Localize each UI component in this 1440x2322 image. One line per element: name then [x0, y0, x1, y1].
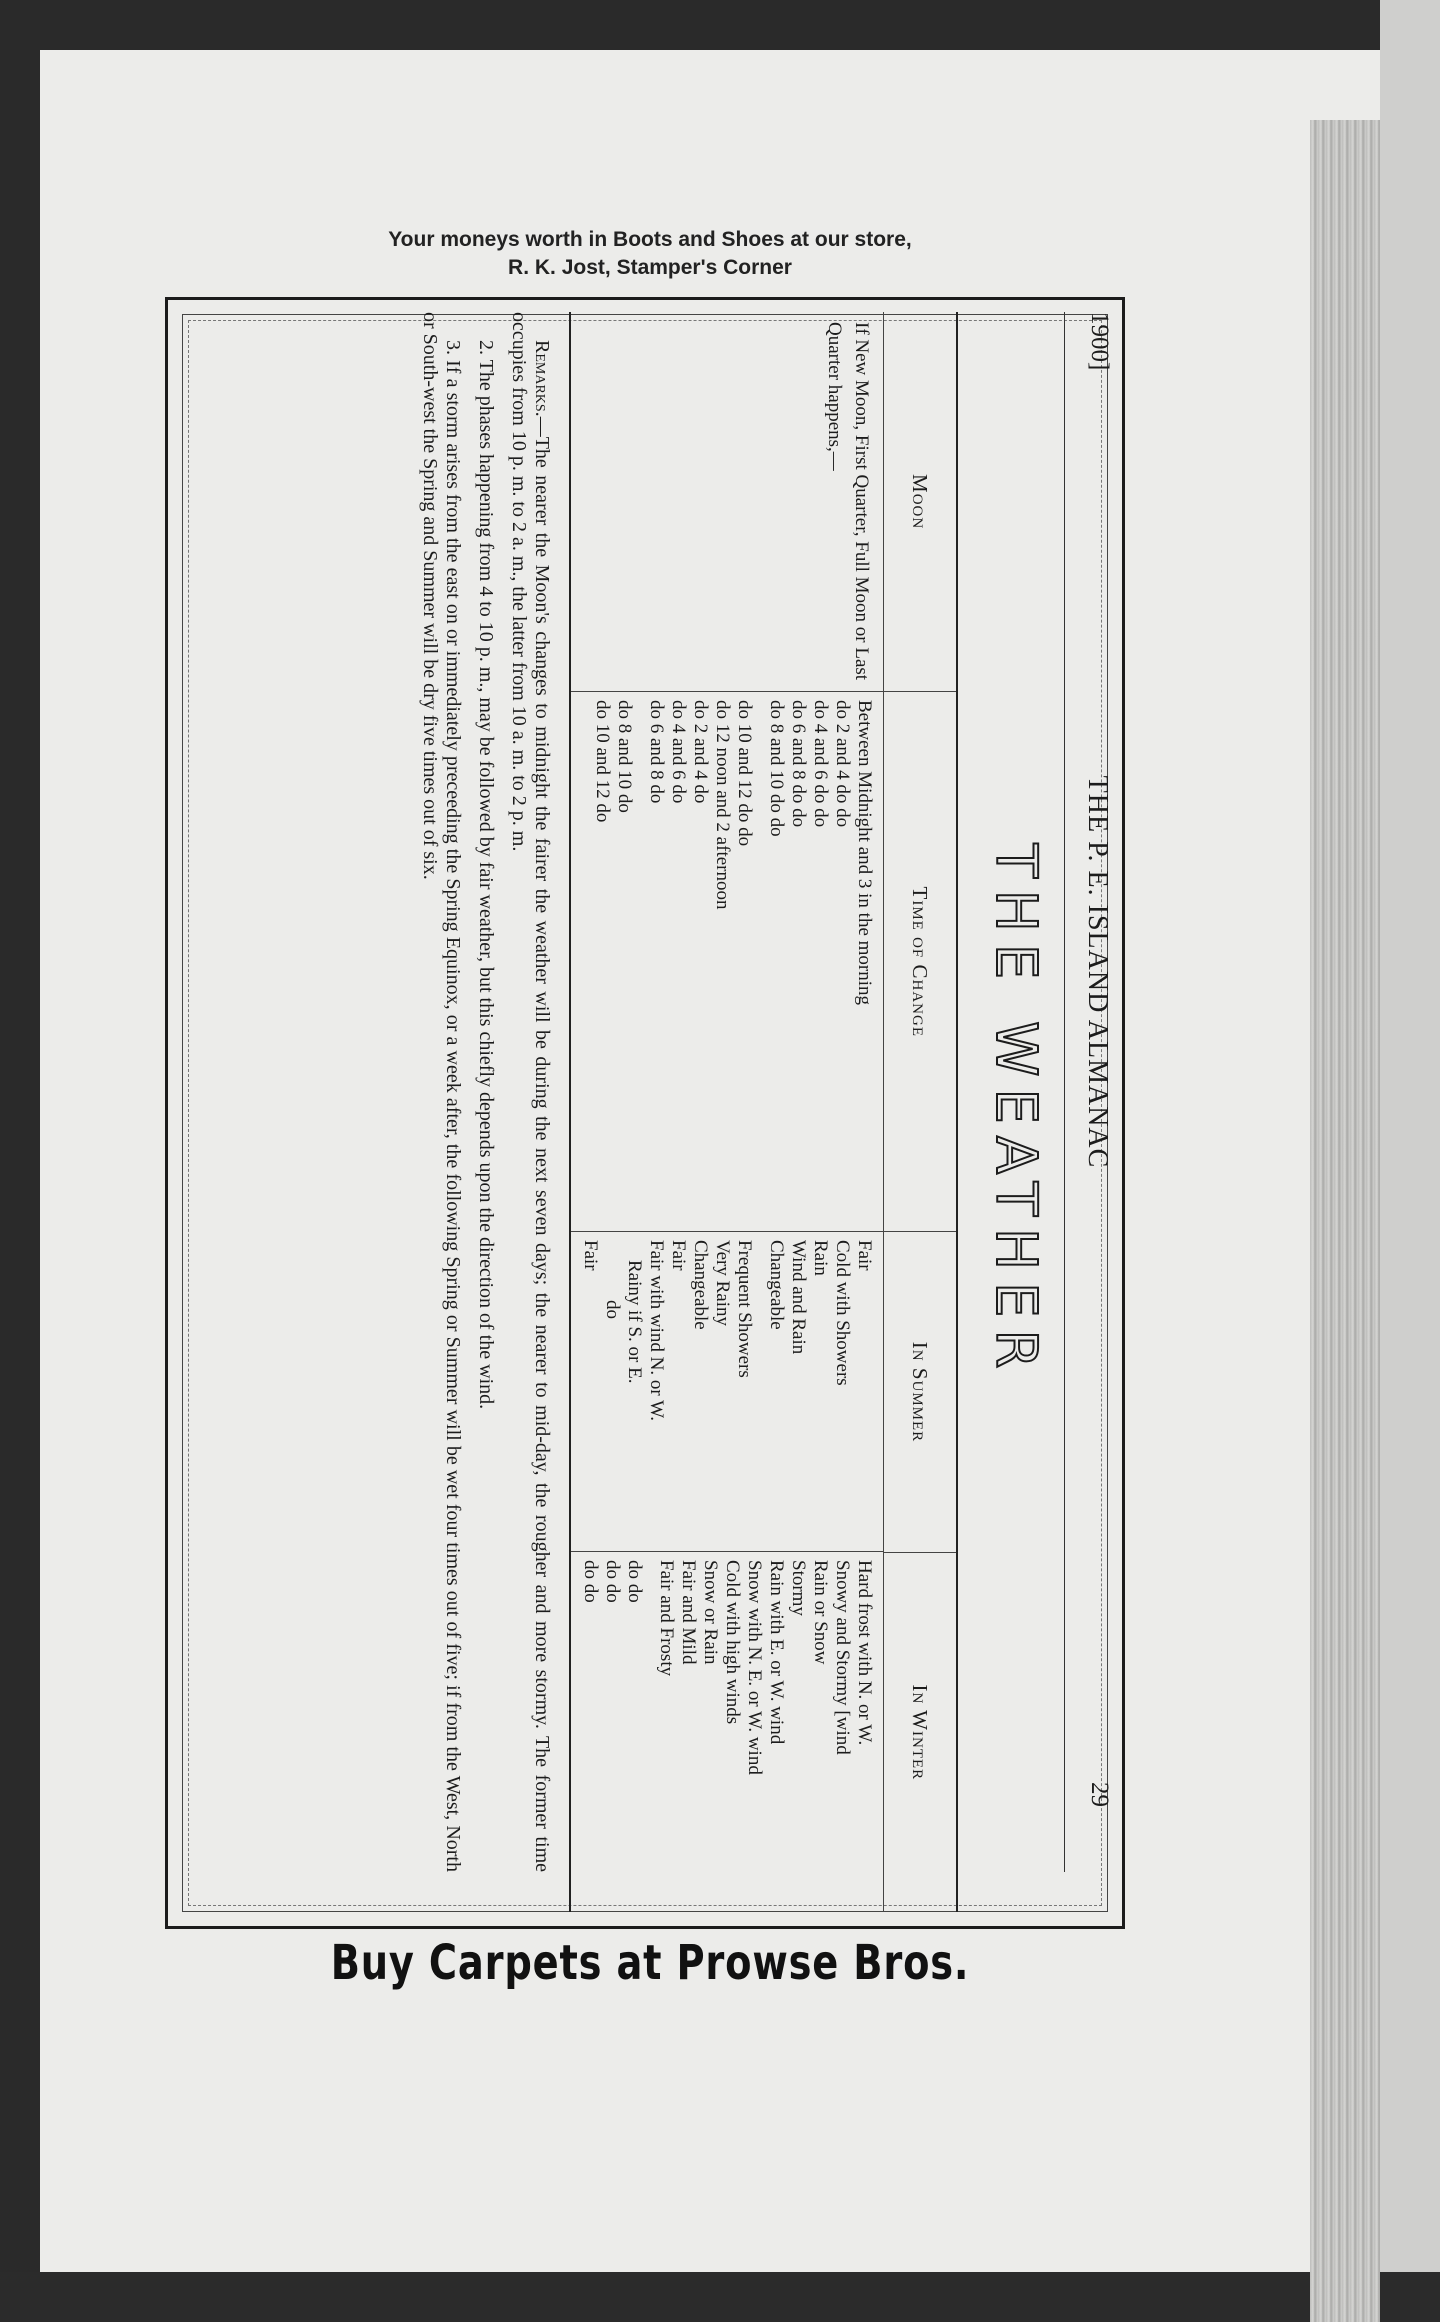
header-in-winter: In Winter	[883, 1553, 956, 1912]
time-row: do 12 noon and 2 afternoon	[712, 700, 733, 910]
weather-table	[569, 312, 958, 1912]
header-title: THE P. E. ISLAND ALMANAC	[1082, 775, 1113, 1169]
summer-row: Frequent Showers	[734, 1240, 755, 1378]
remarks-paragraph-2: 2. The phases happening from 4 to 10 p. m., may be followed by fair weather, but this chiefly depends upon the direction of the wind.	[475, 340, 497, 1410]
header-page-number: 29	[1086, 1782, 1113, 1807]
winter-row: Snow or Rain	[700, 1560, 721, 1665]
header-moon: Moon	[883, 312, 956, 692]
row-gap	[645, 1560, 655, 1904]
scan-border-left	[0, 0, 40, 2272]
winter-row: Fair and Mild	[678, 1560, 699, 1665]
time-row: do 8 and 10 do do	[766, 700, 787, 837]
row-gap	[755, 1240, 765, 1543]
remarks-paragraph-3: 3. If a storm arises from the east on or immediately preceeding the Spring Equinox, or a week after, the following Spring or Summer will be wet four times out of five; if from the West, North or South-west the Spring and Summer will be dry five times out of six.	[419, 312, 464, 1872]
time-row: do 6 and 8 do	[646, 700, 667, 804]
table-body	[571, 312, 883, 1912]
summer-row: Changeable	[690, 1240, 711, 1330]
winter-row: Stormy	[788, 1560, 809, 1616]
summer-row: Rainy if S. or E.	[624, 1260, 645, 1384]
winter-row: do do	[624, 1560, 645, 1603]
winter-column	[571, 1552, 883, 1912]
summer-row: Wind and Rain	[788, 1240, 809, 1355]
top-ad-line-1: Your moneys worth in Boots and Shoes at our store,	[388, 228, 912, 251]
main-title: THE WEATHER	[983, 843, 1048, 1381]
summer-row: do	[602, 1300, 623, 1319]
row-gap	[755, 700, 765, 1223]
time-row: do 2 and 4 do	[690, 700, 711, 804]
time-row: Between Midnight and 3 in the morning	[854, 700, 875, 1006]
winter-row: Snowy and Stormy [wind	[832, 1560, 853, 1755]
time-row: do 8 and 10 do	[614, 700, 635, 813]
winter-row: Snow with N. E. or W. wind	[744, 1560, 765, 1775]
header-rule	[1064, 312, 1065, 1872]
scan-border-right	[1380, 0, 1440, 2272]
header-time-of-change: Time of Change	[883, 692, 956, 1232]
summer-row: Fair	[854, 1240, 875, 1271]
remarks-paragraph-1	[507, 312, 553, 1872]
remarks-section	[408, 312, 553, 1872]
time-row: do 10 and 12 do	[592, 700, 613, 823]
remarks-text-1: —The nearer the Moon's changes to midnight the fairer the weather will be during the next seven days; the nearer to mid-day, the rougher and more stormy. The former time occupies from 10 p. m. to 2 a. m., the latter from 10 a. m. to 2 p. m.	[508, 312, 553, 1872]
winter-row: Cold with high winds	[722, 1560, 743, 1725]
top-ad-line-2: R. K. Jost, Stamper's Corner	[508, 256, 792, 279]
time-row: do 4 and 6 do do	[810, 700, 831, 828]
winter-row: Hard frost with N. or W.	[854, 1560, 875, 1746]
time-row: do 6 and 8 do do	[788, 700, 809, 828]
moon-cell: If New Moon, First Quarter, Full Moon or Last Quarter happens,—	[571, 312, 883, 692]
table-header-row	[883, 312, 956, 1912]
summer-row: Fair	[580, 1240, 601, 1271]
summer-row: Changeable	[766, 1240, 787, 1330]
summer-row: Cold with Showers	[832, 1240, 853, 1386]
rotated-content	[183, 312, 1113, 1912]
summer-column	[571, 1232, 883, 1552]
summer-row: Fair with wind N. or W.	[646, 1240, 667, 1422]
time-row: do 10 and 12 do do	[734, 700, 755, 847]
winter-row: do do	[580, 1560, 601, 1603]
header-in-summer: In Summer	[883, 1232, 956, 1552]
remarks-label: Remarks.	[531, 340, 553, 417]
time-row: do 4 and 6 do	[668, 700, 689, 804]
summer-row: Fair	[668, 1240, 689, 1271]
winter-row: Fair and Frosty	[656, 1560, 677, 1677]
page-edge	[1310, 120, 1380, 2322]
row-gap	[635, 700, 645, 1223]
time-row: do 2 and 4 do do	[832, 700, 853, 828]
bottom-ad: Buy Carpets at Prowse Bros.	[330, 1935, 970, 1991]
scan-border-top	[0, 0, 1440, 50]
winter-row: do do	[602, 1560, 623, 1603]
header-year: 1900]	[1086, 312, 1113, 371]
winter-row: Rain or Snow	[810, 1560, 831, 1665]
time-column	[571, 692, 883, 1232]
winter-row: Rain with E. or W. wind	[766, 1560, 787, 1745]
summer-row: Rain	[810, 1240, 831, 1276]
summer-row: Very Rainy	[712, 1240, 733, 1327]
